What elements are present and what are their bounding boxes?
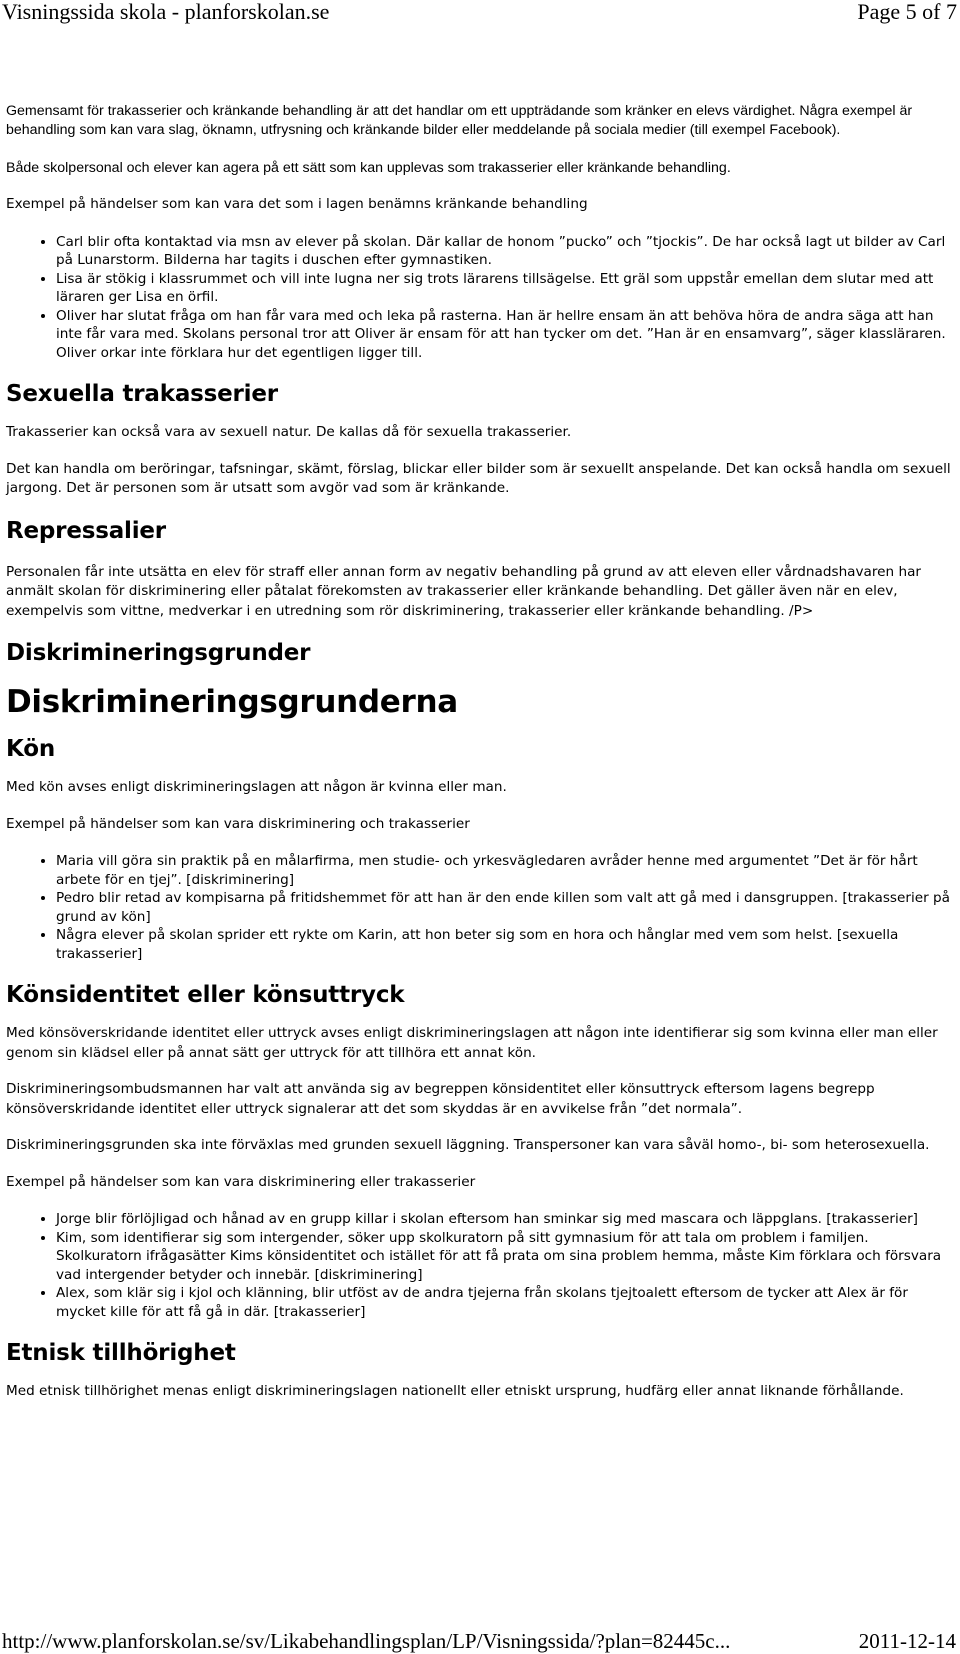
heading-kon: Kön xyxy=(6,736,55,762)
heading-diskrimineringsgrunder: Diskrimineringsgrunder xyxy=(6,640,311,666)
heading-sexual-harassment: Sexuella trakasserier xyxy=(6,381,278,407)
identity-paragraph-3: Diskrimineringsgrunden ska inte förväxlas med grunden sexuell läggning. Transpersoner kan vara såväl homo-, bi- som heterosexuella. xyxy=(6,1137,930,1153)
print-header xyxy=(0,0,960,30)
heading-etnisk-tillhorighet: Etnisk tillhörighet xyxy=(6,1340,236,1366)
print-footer xyxy=(0,1629,960,1654)
ethnic-paragraph: Med etnisk tillhörighet menas enligt diskrimineringslagen nationellt eller etniskt ursprung, hudfärg eller annat liknande förhållande. xyxy=(6,1383,904,1399)
heading-repressalier: Repressalier xyxy=(6,517,166,544)
intro-paragraph: Gemensamt för trakasserier och kränkande behandling är att det handlar om ett uppträdande som kränker en elevs värdighet. Några exempel är behandling som kan vara slag, öknamn, utfrysning och kränkande bilder eller meddelande på sociala medier (till exempel Facebook). xyxy=(6,103,913,138)
list-item: • Maria vill göra sin praktik på en målarfirma, men studie- och yrkesvägledaren avråder henne med argumentet ”Det är för hårt arbete för en tjej”. [diskriminering] xyxy=(56,852,952,889)
sexual-paragraph-1: Trakasserier kan också vara av sexuell natur. De kallas då för sexuella trakasserier. xyxy=(6,424,572,440)
list-item: • Alex, som klär sig i kjol och klänning, blir utföst av de andra tjejerna från skolans tjejtoalett eftersom de tycker att Alex är för mycket kille för att få gå in där. [trakasserier] xyxy=(56,1284,952,1321)
list-item: • Oliver har slutat fråga om han får vara med och leka på rasterna. Han är hellre ensam än att behöva höra de andra säga att han inte får vara med. Skolans personal tror att Oliver är ensam för att han tycker om det. ”Han är en ensamvarg”, säger klassläraren. Oliver orkar inte förklara hur det egentligen ligger till. xyxy=(56,307,952,363)
page-url: http://www.planforskolan.se/sv/Likabehandlingsplan/LP/Visningssida/?plan=82445c... xyxy=(2,1629,731,1653)
heading-konsidentitet: Könsidentitet eller könsuttryck xyxy=(6,982,405,1008)
list-item: • Några elever på skolan sprider ett rykte om Karin, att hon beter sig som en hora och hånglar med vem som helst. [sexuella trakasserier] xyxy=(56,926,952,963)
list-item: • Carl blir ofta kontaktad via msn av elever på skolan. Där kallar de honom ”pucko” och ”tjockis”. De har också lagt ut bilder av Carl på Lunarstorm. Bilderna har tagits i duschen efter gymnastiken. xyxy=(56,233,952,270)
page-indicator: Page 5 of 7 xyxy=(857,0,957,24)
identity-paragraph-2: Diskrimineringsombudsmannen har valt att använda sig av begreppen könsidentitet eller könsuttryck eftersom lagens begrepp könsöverskridande identitet eller uttryck signalerar att det som skyddas är en avvikelse från ”det normala”. xyxy=(6,1081,875,1117)
kranking-examples-list xyxy=(6,233,952,363)
print-date: 2011-12-14 xyxy=(858,1629,956,1653)
sexual-paragraph-2: Det kan handla om beröringar, tafsningar, skämt, förslag, blickar eller bilder som är sexuellt anspelande. Det kan också handla om sexuell jargong. Det är personen som är utsatt som avgör vad som är kränkande. xyxy=(6,460,951,496)
kon-examples-lead: Exempel på händelser som kan vara diskriminering och trakasserier xyxy=(6,815,470,832)
page-title: Visningssida skola - planforskolan.se xyxy=(2,0,330,24)
repress-paragraph: Personalen får inte utsätta en elev för straff eller annan form av negativ behandling på grund av att eleven eller vårdnadshavaren har anmält skolan för diskriminering eller påtalat förekomsten av trakasserier eller kränkande behandling. Det gäller även när en elev, exempelvis som vittne, medverkar i en utredning som rör diskriminering, trakasserier eller kränkande behandling. /P> xyxy=(6,563,922,619)
kon-examples-list xyxy=(6,852,952,963)
document-body xyxy=(6,102,952,1402)
list-item: • Lisa är stökig i klassrummet och vill inte lugna ner sig trots lärarens tillsägelse. Ett gräl som uppstår emellan dem slutar med att läraren ger Lisa en örfil. xyxy=(56,270,952,307)
kon-paragraph-1: Med kön avses enligt diskrimineringslagen att någon är kvinna eller man. xyxy=(6,779,507,795)
heading-diskrimineringsgrunderna: Diskrimineringsgrunderna xyxy=(6,684,458,720)
identity-examples-list xyxy=(6,1210,952,1321)
list-item: • Jorge blir förlöjligad och hånad av en grupp killar i skolan eftersom han sminkar sig med mascara och läppglans. [trakasserier] xyxy=(56,1210,952,1229)
list-item: • Kim, som identifierar sig som intergender, söker upp skolkuratorn på sitt gymnasium för att tala om problem i familjen. Skolkuratorn ifrågasätter Kims könsidentitet och istället för att få prata om sina problem hemma, måste Kim förklara och försvara vad intergender betyder och innebär. [diskriminering] xyxy=(56,1229,952,1285)
identity-paragraph-1: Med könsöverskridande identitet eller uttryck avses enligt diskrimineringslagen att någon inte identifierar sig som kvinna eller man eller genom sin klädsel eller på annat sätt ger uttryck för att tillhöra ett annat kön. xyxy=(6,1025,938,1061)
identity-examples-lead: Exempel på händelser som kan vara diskriminering eller trakasserier xyxy=(6,1173,476,1190)
list-item: • Pedro blir retad av kompisarna på fritidshemmet för att han är den ende killen som valt att gå med i dansgruppen. [trakasserier på grund av kön] xyxy=(56,889,952,926)
intro-examples-lead: Exempel på händelser som kan vara det som i lagen benämns kränkande behandling xyxy=(6,196,588,212)
intro-paragraph-2: Både skolpersonal och elever kan agera på ett sätt som kan upplevas som trakasserier eller kränkande behandling. xyxy=(6,160,731,176)
